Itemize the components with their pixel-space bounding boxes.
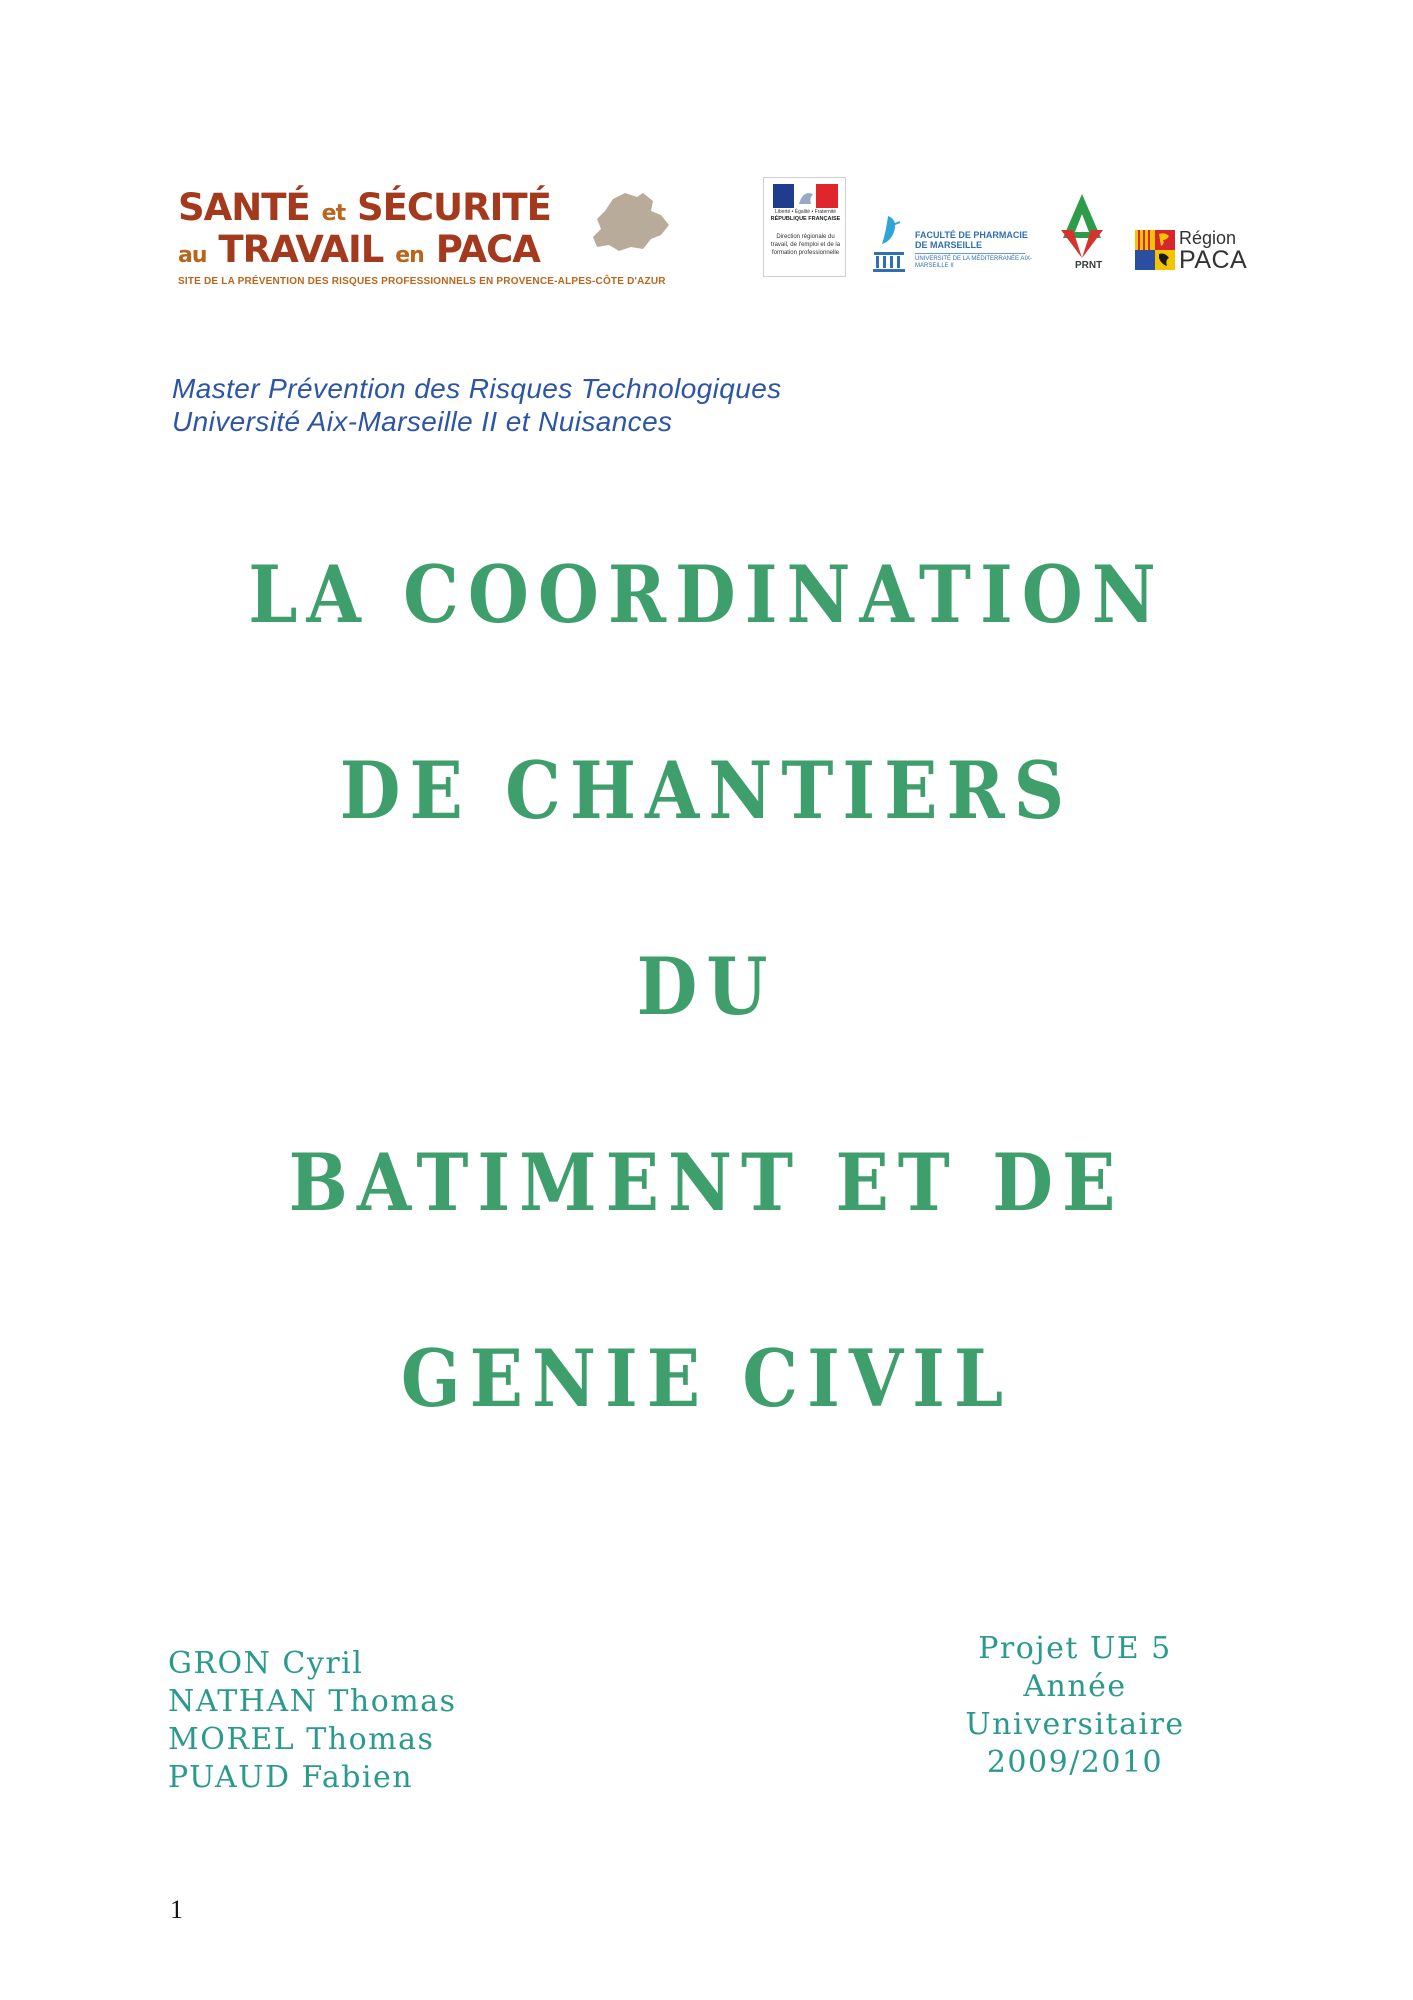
prnt-logo xyxy=(1055,192,1110,272)
academic-year-label: Année Universitaire xyxy=(965,1669,1185,1742)
logo-word-sante: SANTÉ xyxy=(178,186,310,229)
title-line-1: LA COORDINATION xyxy=(248,548,1165,641)
project-name: Projet UE 5 xyxy=(978,1631,1172,1666)
faculte-pharmacie-logo xyxy=(870,212,1033,280)
author-name: GRON Cyril xyxy=(168,1646,364,1681)
logo-word-au: au xyxy=(178,243,207,268)
author-name: PUAUD Fabien xyxy=(168,1760,414,1795)
document-title xyxy=(0,548,1413,1528)
author-name: NATHAN Thomas xyxy=(168,1684,457,1719)
title-line-3: DU xyxy=(636,940,777,1033)
logo-line-1 xyxy=(178,186,551,229)
region-name: PACA xyxy=(1179,246,1248,274)
prnt-label: PRNT xyxy=(1075,260,1103,271)
authors-list xyxy=(168,1645,457,1797)
republique-motto: Liberté • Égalité • Fraternité xyxy=(774,209,837,215)
title-line-2: DE CHANTIERS xyxy=(339,744,1074,837)
author-name: MOREL Thomas xyxy=(168,1722,435,1757)
academic-year: 2009/2010 xyxy=(986,1745,1164,1780)
prnt-triangle-icon xyxy=(1055,192,1110,260)
logo-word-paca: PACA xyxy=(435,228,540,271)
logo-word-et: et xyxy=(321,201,346,226)
logo-tagline: SITE DE LA PRÉVENTION DES RISQUES PROFESSIONNELS EN PROVENCE-ALPES-CÔTE D'AZUR xyxy=(178,276,666,287)
region-word: Région xyxy=(1179,228,1237,248)
faculte-university: UNIVERSITÉ DE LA MÉDITERRANÉE AIX-MARSEILLE II xyxy=(915,256,1033,269)
faculte-divider xyxy=(915,253,1025,254)
logo-word-securite: SÉCURITÉ xyxy=(356,186,551,229)
logo-word-en: en xyxy=(395,243,424,268)
marianne-flag-icon xyxy=(773,184,838,208)
drtefp-name: Direction régionale du travail, de l'emploi et de la formation professionnelle xyxy=(770,234,841,256)
master-line-2: Université Aix-Marseille II et Nuisances xyxy=(172,406,673,437)
region-paca-logo xyxy=(1135,228,1260,273)
master-heading xyxy=(172,372,782,438)
logo-line-2 xyxy=(178,228,540,271)
region-shield-icon xyxy=(1135,230,1175,270)
republique-francaise-logo xyxy=(763,177,846,277)
sante-securite-logo xyxy=(178,186,708,286)
faculte-building-icon xyxy=(870,212,912,276)
paca-map-icon xyxy=(591,191,671,253)
page-number: 1 xyxy=(170,1895,183,1924)
master-line-1: Master Prévention des Risques Technologiques xyxy=(172,373,782,404)
project-info xyxy=(910,1630,1240,1782)
title-line-5: GENIE CIVIL xyxy=(400,1332,1013,1425)
republique-name: RÉPUBLIQUE FRANÇAISE xyxy=(770,216,841,222)
title-line-4: BATIMENT ET DE xyxy=(288,1136,1125,1229)
faculte-name: FACULTÉ DE PHARMACIE DE MARSEILLE xyxy=(915,230,1028,250)
logo-word-travail: TRAVAIL xyxy=(218,228,384,271)
